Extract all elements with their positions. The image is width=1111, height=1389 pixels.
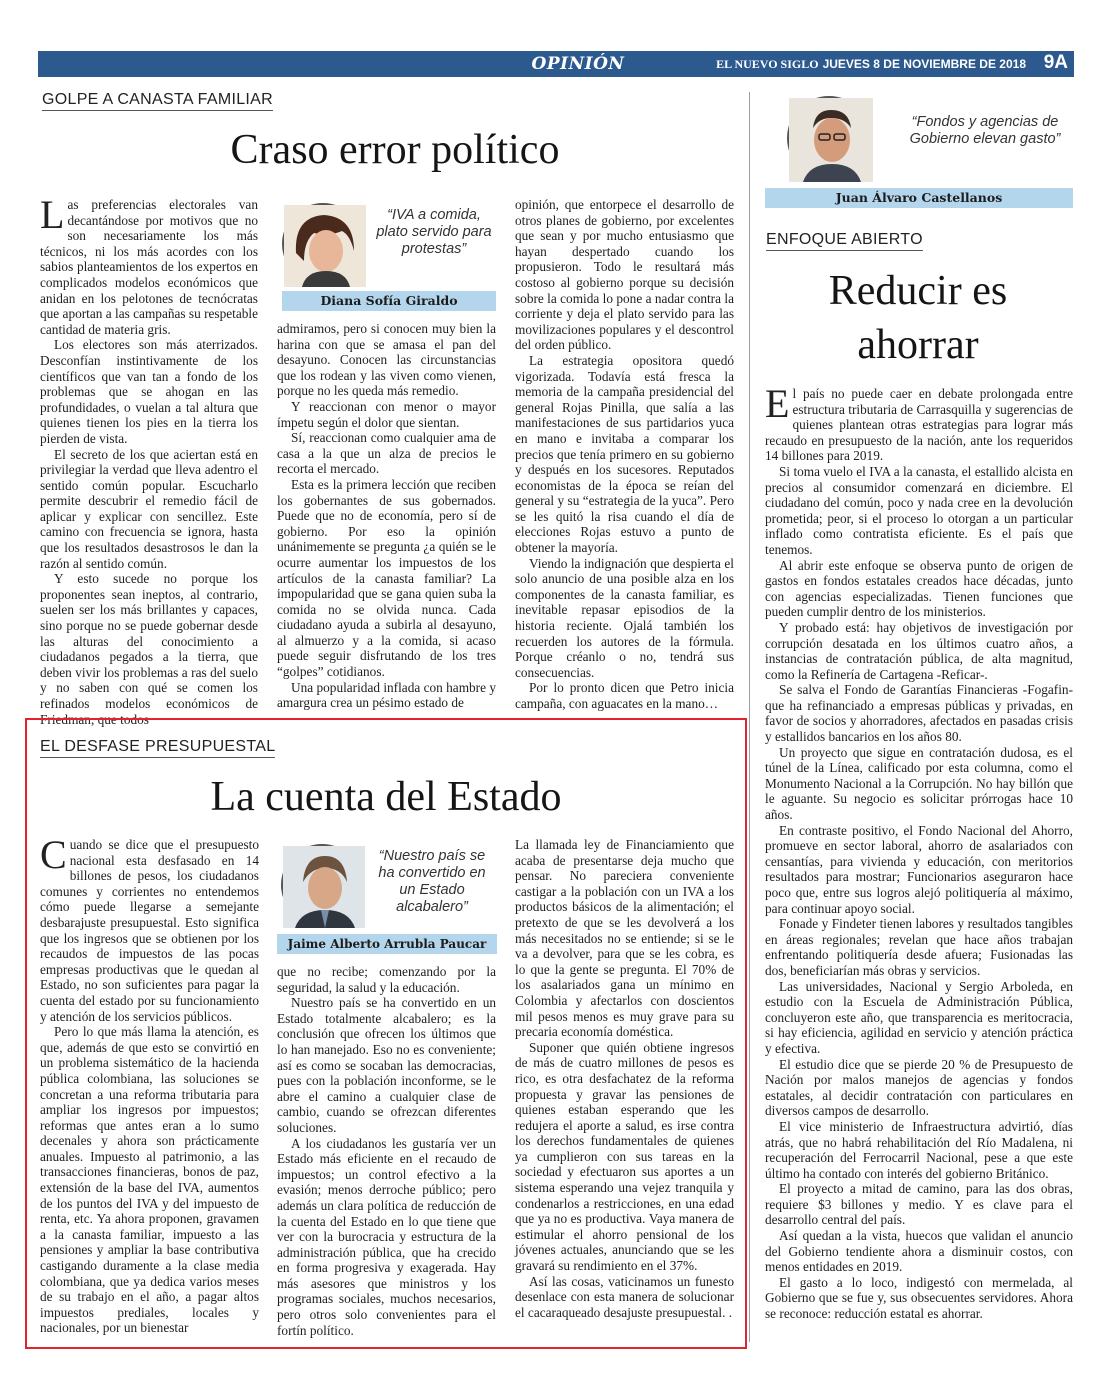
article3-author-name: Juan Álvaro Castellanos xyxy=(765,188,1073,208)
column-divider xyxy=(749,92,750,1342)
article1-author-box xyxy=(276,197,498,315)
article3-p3: Al abrir este enfoque se observa punto de origen de gastos en fondos estatales creados hace décadas, junto con agencias especializadas. Tienen funciones que pueden cumplir dentro de los ministerios. xyxy=(765,557,1073,620)
article1-col2-p2: Y reaccionan con menor o mayor ímpetu según el dolor que sientan. xyxy=(277,398,496,430)
article3-pull-quote: “Fondos y agencias de Gobierno elevan gasto” xyxy=(909,114,1061,147)
article1-author-photo xyxy=(282,203,364,285)
article2-col3-p1: La llamada ley de Financiamiento que acaba de presentarse deja mucho que pensar. No pareciera conveniente castigar a la población con un IVA a los productos básicos de la alimentación; el pretexto de que se les devolverá a los más necesitados no se entiende; si se le va a devolver, para que se les cobra, es lo que la gente se pregunta. El 70% de los asalariados gana un mínimo en Colombia y afectarlos con doscientos mil pesos menos es muy grave para su precaria economía doméstica. xyxy=(515,837,734,1040)
article3-p6: Un proyecto que sigue en contratación dudosa, es el túnel de la Línea, calificado por esta columna, como el Monumento Nacional a la Corrupción. No hay billón que le aguante. Su negocio es solicitar prórrogas hace 10 años. xyxy=(765,744,1073,823)
article1-col3-p4: Por lo pronto dicen que Petro inicia campaña, con aguacates en la mano… xyxy=(515,680,734,711)
newspaper-name-and-date xyxy=(716,57,1026,72)
masthead-bar xyxy=(38,51,1074,77)
article2-pull-quote: “Nuestro país se ha convertido en un Estado alcabalero” xyxy=(378,848,486,915)
article3-p5: Se salva el Fondo de Garantías Financieras -Fogafin- que ha refinanciado a empresas públicas y privadas, en favor de socios y ahorradores, afectados en pasadas crisis y estallidos bancarios en los años 80. xyxy=(765,682,1073,745)
article3-headline: Reducir es ahorrar xyxy=(828,268,1008,368)
article1-col1-p4: Y esto sucede no porque los proponentes sean ineptos, al contrario, suelen ser los más brillantes y capaces, sino porque no se puede gobernar desde las alturas del conocimiento a ciudadanos pegados a la tierra, que deben vivir los problemas a ras del suelo y no saben con qué se comen los refinados modelos económicos de Friedman, que todos xyxy=(40,571,258,727)
article3-p8: Fonade y Findeter tienen labores y resultados tangibles en áreas regionales; revelan que hace años trabajan enfrentando politiquería desde afuera; Fusionadas las dos, beneficiarían más obras y servicios. xyxy=(765,916,1073,978)
article1-col1-p1: as preferencias electorales van decantándose por motivos que no son necesariamente los más técnicos, ni los más acordes con los sabios planteamientos de los expertos en complicados modelos económicos que anidan en los pelotones de tecnócratas que aportan a las campañas su respetable cantidad de materia gris. xyxy=(40,197,258,337)
article2-column-1 xyxy=(40,832,259,1336)
article1-pull-quote: “IVA a comida, plato servido para protestas” xyxy=(376,207,492,257)
article3-p11: El vice ministerio de Infraestructura advirtió, días atrás, que no habrá rehabilitación del Río Madalena, ni recuperación del Ferrocarril Nacional, pese a que este último ha contado con interés del gobierno Británico. xyxy=(765,1118,1073,1181)
page-number: 9A xyxy=(1043,52,1068,73)
article1-col2-p5: Una popularidad inflada con hambre y amargura crea un pésimo estado de xyxy=(277,679,496,711)
article2-dropcap: C xyxy=(40,832,67,877)
newspaper-name: EL NUEVO SIGLO xyxy=(716,57,819,71)
article3-column xyxy=(765,381,1073,1336)
article2-col2-p3: A los ciudadanos les gustaría ver un Estado más eficiente en el recaudo de impuestos; un control efectivo a la evasión; menos derroche público; pero además un clara política de reducción de la cuenta del Estado en lo que tiene que ver con la burocracia y estructura de la administración pública, que ha crecido en forma progresiva y exagerada. Hay más asesores que ministros y los programas sociales, muchos necesarios, pero otros solo convenientes para el fortín político. xyxy=(277,1135,496,1338)
article1-col3-p1: opinión, que entorpece el desarrollo de otros planes de gobierno, por excelentes que sean y por mucho entusiasmo que hayan despertado cuando los propusieron. Todo le resultará más costoso al gobierno porque su decisión sobre la comida lo pone a nadar contra la corriente y deja el plato servido para las movilizaciones populares y el descontrol del orden público. xyxy=(515,197,734,353)
article1-column-2 xyxy=(277,321,496,711)
article2-column-2 xyxy=(277,964,496,1338)
article1-headline: Craso error político xyxy=(230,127,560,173)
article3-author-photo xyxy=(787,96,871,180)
article2-kicker: EL DESFASE PRESUPUESTAL xyxy=(40,738,275,758)
article3-p2: Si toma vuelo el IVA a la canasta, el estallido alcista en precios al consumidor comenzará en diciembre. El ciudadano del común, poco y nada cree en la devolución prometida; peor, si el proceso lo otorgan a un particular inflado como contratista eficiente. Es el país que tenemos. xyxy=(765,463,1073,557)
article2-author-name: Jaime Alberto Arrubla Paucar xyxy=(277,934,497,954)
section-title: OPINIÓN xyxy=(531,54,625,74)
article2-col1-p1: uando se dice que el presupuesto nacional esta desfasado en 14 billones de pesos, los ciudadanos comunes y corrientes no entendemos cómo puede llegarse a semejante desbarajuste presupuestal. Esto significa que los ingresos que se obtienen por los recaudos de impuestos de las pocas empresas productivas que le quedan al Estado, no son suficientes para pagar la cuenta del estado por su funcionamiento y atención de los servicios públicos. xyxy=(40,837,259,1024)
article1-column-3 xyxy=(515,197,734,711)
article1-author-name: Diana Sofía Giraldo xyxy=(282,291,496,311)
article3-p9: Las universidades, Nacional y Sergio Arboleda, en estudio con la Escuela de Administración Pública, concluyeron este año, que transparencia es meritocracia, si hay eficiencia, agilidad en servicio y atención práctica y efectiva. xyxy=(765,978,1073,1056)
article3-p4: Y probado está: hay objetivos de investigación por corrupción desatada en los últimos cuatro años, a instancias de contratación pública, de alta magnitud, como la Refinería de Cartagena -Reficar-. xyxy=(765,619,1073,682)
article1-col2-p3: Sí, reaccionan como cualquier ama de casa a la que un alza de precios le recorta el mercado. xyxy=(277,430,496,477)
article1-col2-p4: Esta es la primera lección que reciben los gobernantes de sus gobernados. Puede que no de economía, pero sí de gobierno. Por eso la opinión unánimemente se pregunta ¿a quién se le ocurre aumentar los impuestos de los artículos de la canasta familiar? La impopularidad que se gana quien suba la comida no se olvida nunca. Cada ciudadano ayuda a subirla al desayuno, al almuerzo y a la comida, si acaso puede seguir disfrutando de los tres “golpes” cotidianos. xyxy=(277,476,496,680)
article3-dropcap: E xyxy=(765,381,790,426)
article2-col2-p2: Nuestro país se ha convertido en un Estado totalmente alcabalero; es la conclusión que ofrecen los últimos que lo han manejado. Eso no es conveniente; así es como se socaban las democracias, pues con la población inconforme, se le abre el camino a cualquier clase de cambio, cuando se ofrezcan diferentes soluciones. xyxy=(277,995,496,1135)
article1-column-1 xyxy=(40,192,258,727)
article3-p14: El gasto a lo loco, indigestó con mermelada, al Gobierno que se fue y, sus obsecuentes servidores. Ahora se reconoce: reducción estatal es ahorrar. xyxy=(765,1274,1073,1322)
article1-col3-p2: La estrategia opositora quedó vigorizada. Todavía está fresca la memoria de la campaña presidencial del general Rojas Pinilla, que salía a las manifestaciones de sus partidarios yuca en mano e invitaba a comparar los precios que tenía primero en su gobierno y después en los sucesores. Reputados economistas de la época se reían del general y su “estrategia de la yuca”. Pero se les quitó la risa cuando el día de elecciones Rojas estuvo a punto de obtener la mayoría. xyxy=(515,352,734,556)
article3-p1: l país no puede caer en debate prolongada entre estructura tributaria de Carrasquilla y sugerencias de quienes plantean otras estrategias para lograr más recaudo en presupuesto de la nación, ante los requeridos 14 billones para 2019. xyxy=(765,386,1073,464)
article1-col2-p1: admiramos, pero si conocen muy bien la harina con que se amasa el pan del desayuno. Conocen las circunstancias que los rodean y las viven como vienen, porque no les queda más remedio. xyxy=(277,321,496,399)
article3-p10: El estudio dice que se pierde 20 % de Presupuesto de Nación por malos manejos de agencias y fondos estatales, al decidir contratación con particulares en diversos campos de desarrollo. xyxy=(765,1056,1073,1119)
article1-kicker: GOLPE A CANASTA FAMILIAR xyxy=(42,91,273,111)
article2-headline: La cuenta del Estado xyxy=(210,774,562,820)
article3-p13: Así quedan a la vista, huecos que validan el anuncio del Gobierno tendiente ahora a disminuir costos, con menos entidades en 2019. xyxy=(765,1228,1073,1275)
article3-kicker: ENFOQUE ABIERTO xyxy=(766,231,923,251)
article1-col1-p3: El secreto de los que aciertan está en privilegiar la verdad que lleva adentro el sentido común popular. Escucharlo permite descubrir el remedio fácil de aplicar y explicar con sencillez. Este camino con frecuencia se ignora, hasta que los resultados desastrosos le dan la razón al sentido común. xyxy=(40,446,258,571)
article2-author-box xyxy=(275,838,497,956)
article2-col2-p1: que no recibe; comenzando por la seguridad, la salud y la educación. xyxy=(277,964,496,995)
article3-author-box xyxy=(765,92,1073,209)
article3-p7: En contraste positivo, el Fondo Nacional del Ahorro, promueve en sector laboral, ahorro de asalariados con censantías, para vivienda y educación, con meritorios resultados para mostrar; Funcionarios aseguraron hace poco que, entre sus logros alejó politiquería al máximo, para continuar apoyo social. xyxy=(765,822,1073,916)
article2-col1-p2: Pero lo que más llama la atención, es que, además de que esto se convirtió en un problema sistemático de la hacienda pública colombiana, las soluciones se concretan a una reforma tributaria para ampliar los ingresos por impuestos; reformas que antes eran a lo sumo decenales y ahora son prácticamente anuales. Impuesto al patrimonio, a las transacciones financieras, bonos de paz, extensión de la base del IVA, aumentos de los puntos del IVA y del impuesto de renta, etc. Ya ahora proponen, gravamen a la canasta familiar, impuesto a las pensiones y ampliar la base contributiva castigando duramente a la clase media colombiana, que ya dedica varios meses de su trabajo en el año, a pagar altos impuestos prediales, locales y nacionales, por un bienestar xyxy=(40,1024,259,1336)
article1-dropcap: L xyxy=(40,192,65,237)
issue-date: JUEVES 8 DE NOVIEMBRE DE 2018 xyxy=(822,57,1026,71)
article1-col1-p2: Los electores son más aterrizados. Desconfían instintivamente de los científicos que van tan a fondo de los problemas que se ahogan en las profundidades, o vuelan a tal altura que quienes tienen los pies en la tierra los pierden de vista. xyxy=(40,337,258,446)
article3-p12: El proyecto a mitad de camino, para las dos obras, requiere $3 billones y medio. Y es clave para el desarrollo central del país. xyxy=(765,1181,1073,1228)
article2-col3-p3: Así las cosas, vaticinamos un funesto desenlace con esta manera de solucionar el cacaraqueado desajuste presupuestal. . xyxy=(515,1273,734,1320)
article2-col3-p2: Suponer que quién obtiene ingresos de más de cuatro millones de pesos es rico, es otra desfachatez de la reforma propuesta y gravar las pensiones de quienes estaban esperando que les redujera el aporte a salud, es irse contra los derechos fundamentales de quienes ya cumplieron con sus tareas en la sociedad y efectuaron sus aportes a un sistema esperando una vejez tranquila y condenarlos a restricciones, en una edad que ya no es productiva. Vaya manera de estimular el ahorro pensional de los jóvenes actuales, anunciando que se les gravará su rendimiento en el 37%. xyxy=(515,1039,734,1274)
article1-col3-p3: Viendo la indignación que despierta el solo anuncio de una posible alza en los componentes de la canasta familiar, es inevitable repasar episodios de la historia reciente. Ojalá también los recuerden los autores de la fórmula. Porque créanlo o no, tendrá sus consecuencias. xyxy=(515,555,734,680)
article2-column-3 xyxy=(515,837,734,1332)
article2-author-photo xyxy=(281,844,363,926)
